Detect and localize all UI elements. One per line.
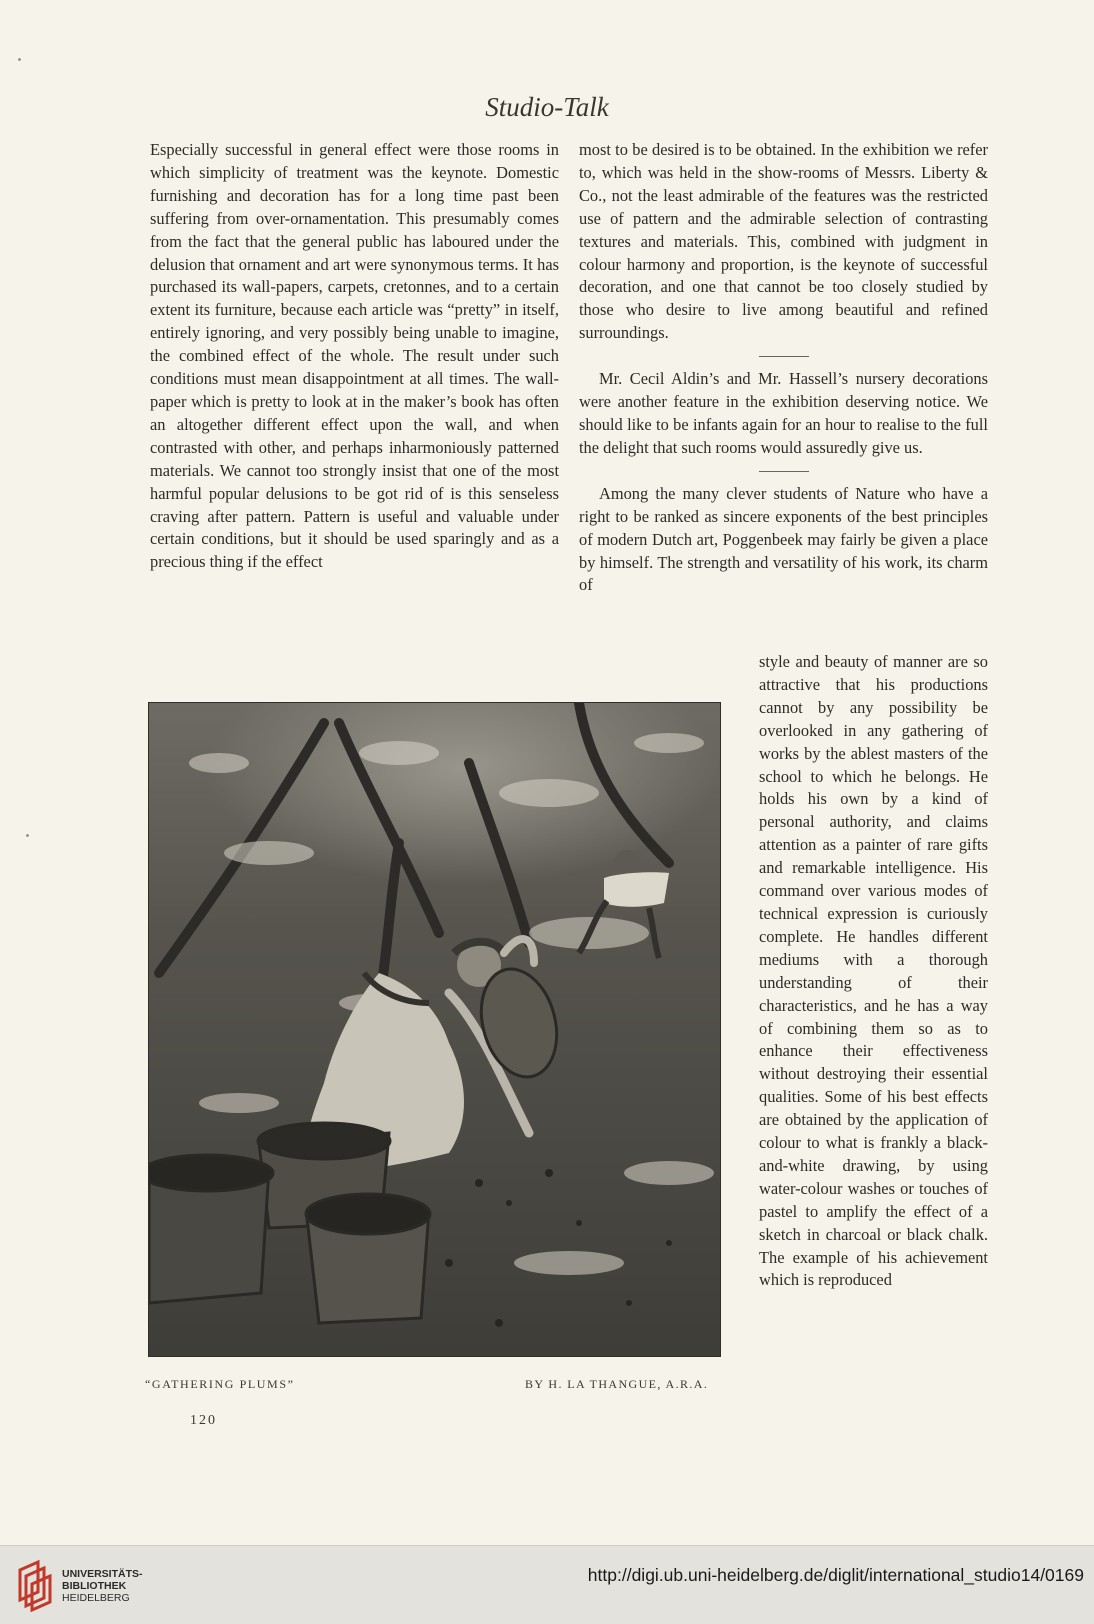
figure-caption-title: “GATHERING PLUMS” xyxy=(145,1377,295,1391)
gathering-plums-illustration xyxy=(148,702,721,1357)
section-divider xyxy=(759,356,809,357)
painting-image xyxy=(149,703,720,1356)
speck xyxy=(18,58,21,61)
page-number: 120 xyxy=(190,1413,217,1428)
left-column xyxy=(150,139,559,574)
library-name xyxy=(62,1568,143,1604)
digitization-footer xyxy=(0,1545,1094,1624)
right-paragraph-2: Mr. Cecil Aldin’s and Mr. Hassell’s nursery decorations were another feature in the exhibition deserving notice. We should like to be infants again for an hour to realise to the full the delight that such rooms would assuredly give us. xyxy=(579,369,988,457)
running-head: Studio-Talk xyxy=(485,92,609,122)
wrapped-paragraph-continuation: style and beauty of manner are so attractive that his productions cannot by any possibility be overlooked in any gathering of works by the ablest masters of the school to which he belongs. He holds his own by a kind of personal authority, and claims attention as a painter of rare gifts and remarkable intelligence. His command over various modes of technical expression is curiously complete. He handles different mediums with a thorough understanding of their characteristics, and he has a way of combining them so as to enhance their effectiveness without destroying their essential qualities. Some of his best effects are obtained by the application of colour to what is frankly a black-and-white drawing, by using water-colour washes or touches of pastel to amplify the effect of a sketch in charcoal or black chalk. The example of his achievement which is reproduced xyxy=(759,652,988,1290)
right-column xyxy=(579,139,988,597)
right-paragraph-1: most to be desired is to be obtained. In the exhibition we refer to, which was held in the show-rooms of Messrs. Liberty & Co., not the least admirable of the features was the restricted use of pattern and the admirable selection of contrasting textures and materials. This, combined with judgment in colour harmony and proportion, is the keynote of successful decoration, and one that cannot be too closely studied by those who desire to live among beautiful and refined surroundings. xyxy=(579,140,988,343)
library-name-line: HEIDELBERG xyxy=(62,1592,130,1604)
university-library-logo-icon xyxy=(14,1556,56,1612)
library-name-line: UNIVERSITÄTS- xyxy=(62,1568,143,1580)
figure-caption-credit: BY H. LA THANGUE, A.R.A. xyxy=(525,1377,709,1391)
right-paragraph-3: Among the many clever students of Nature who have a right to be ranked as sincere exponents of the best principles of modern Dutch art, Poggenbeek may fairly be given a place by himself. The strength and versatility of his work, its charm of xyxy=(579,483,988,595)
library-name-line: BIBLIOTHEK xyxy=(62,1580,127,1592)
speck xyxy=(26,834,29,837)
left-column-paragraph: Especially successful in general effect were those rooms in which simplicity of treatment was the keynote. Domestic furnishing and decoration has for a long time past been suffering from over-ornamentation. This presumably comes from the fact that the general public has laboured under the delusion that ornament and art were synonymous terms. It has purchased its wall-papers, carpets, cretonnes, and to a certain extent its furniture, because each article was “pretty” in itself, entirely ignoring, and very possibly being unable to imagine, the combined effect of the whole. The result under such conditions must mean disappointment at all times. The wall-paper which is pretty to look at in the maker’s book has often an altogether different effect upon the wall, and when contrasted with other, and perhaps inharmoniously patterned materials. We cannot too strongly insist that one of the most harmful popular delusions to be got rid of is this senseless craving after pattern. Pattern is useful and valuable under certain conditions, but it should be used sparingly and as a precious thing if the effect xyxy=(150,140,559,572)
section-divider xyxy=(759,471,809,472)
source-url-link[interactable]: http://digi.ub.uni-heidelberg.de/diglit/international_studio14/0169 xyxy=(587,1565,1084,1585)
